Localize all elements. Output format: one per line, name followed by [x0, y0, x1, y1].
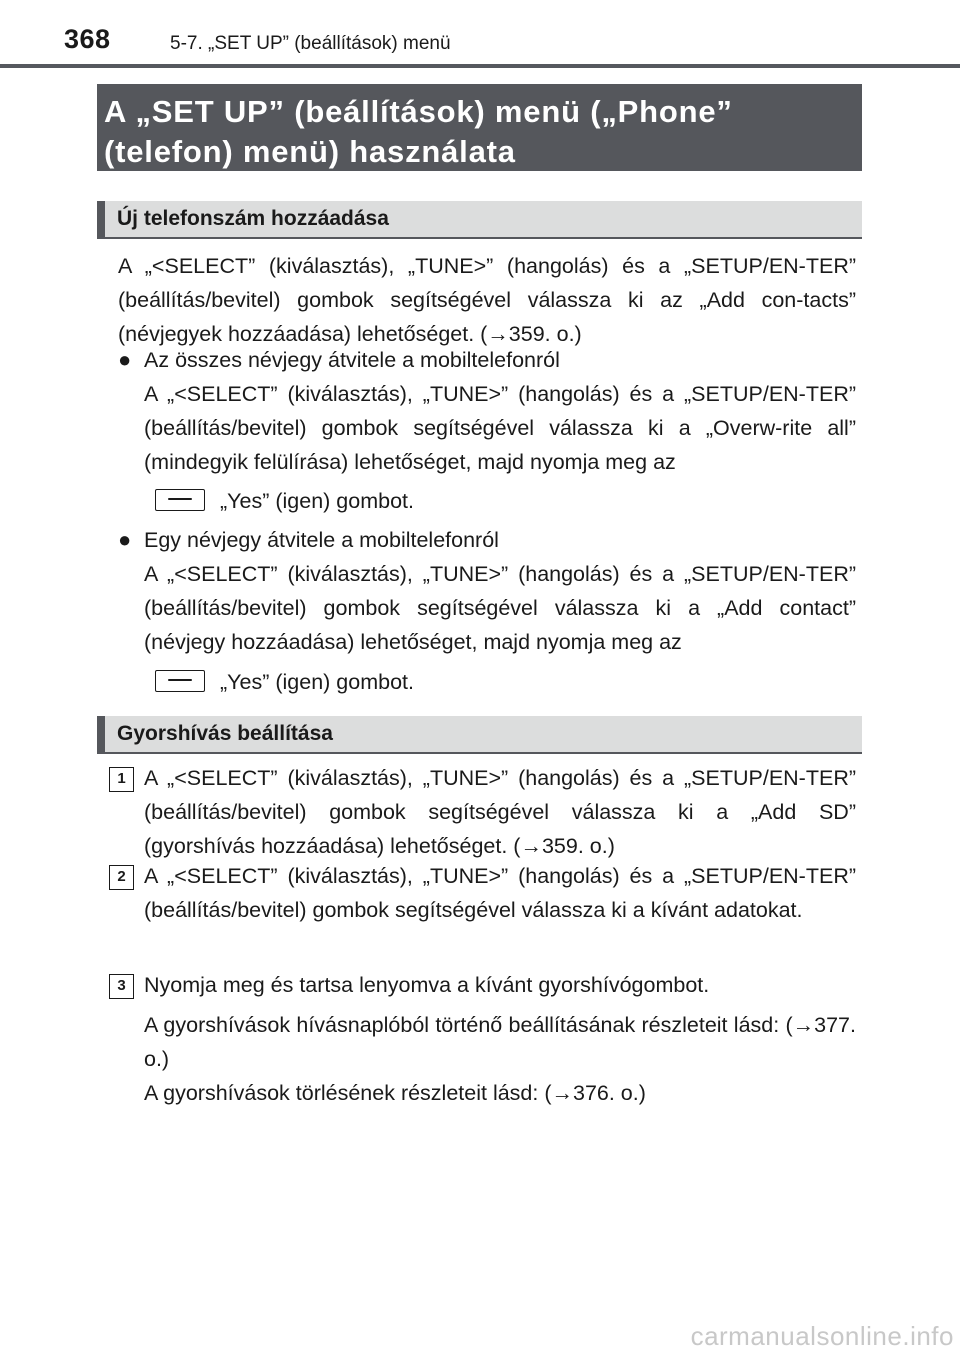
section-heading-new-number — [97, 201, 862, 239]
step-number-3: 3 — [109, 974, 134, 999]
bullet-icon: ● — [118, 347, 132, 372]
yes-button-icon — [155, 489, 205, 511]
page-title-line-2: (telefon) menü) használata — [104, 134, 516, 169]
section-heading-text: Új telefonszám hozzáadása — [117, 207, 389, 230]
step-2-text: A „<SELECT” (kiválasztás), „TUNE>” (hangolás) és a „SETUP/EN-TER” (beállítás/bevitel) gombok segítségével válassza ki a kívánt adatokat. — [144, 864, 856, 922]
bullet-body-one-contact: A „<SELECT” (kiválasztás), „TUNE>” (hangolás) és a „SETUP/EN-TER” (beállítás/bevitel) gombok segítségével válassza ki a „Add contact” (névjegy hozzáadása) lehetőséget, majd nyomja meg az — [144, 562, 856, 654]
section-heading-text: Gyorshívás beállítása — [117, 722, 333, 745]
step-number-2: 2 — [109, 865, 134, 890]
bullet-title-one-contact: Egy névjegy átvitele a mobiltelefonról — [144, 528, 499, 552]
bullet-icon: ● — [118, 527, 132, 552]
breadcrumb: 5-7. „SET UP” (beállítások) menü — [170, 33, 451, 54]
step-3-text: Nyomja meg és tartsa lenyomva a kívánt gyorshívógombot. — [144, 973, 710, 997]
step-3-note-1: A gyorshívások hívásnaplóból történő beállításának részleteit lásd: (→377. o.) — [144, 1013, 856, 1071]
bullet-tail-all-contacts: „Yes” (igen) gombot. — [220, 489, 414, 513]
step-3-note-2: A gyorshívások törlésének részleteit lásd: (→376. o.) — [144, 1081, 646, 1105]
bullet-body-all-contacts: A „<SELECT” (kiválasztás), „TUNE>” (hangolás) és a „SETUP/EN-TER” (beállítás/bevitel) gombok segítségével válassza ki a „Overw-rite all” (mindegyik felülírása) lehetőséget, majd nyomja meg az — [144, 382, 856, 474]
page-title — [97, 84, 862, 171]
section1-intro: A „<SELECT” (kiválasztás), „TUNE>” (hangolás) és a „SETUP/EN-TER” (beállítás/bevitel) gombok segítségével válassza ki az „Add con-tacts” (névjegyek hozzáadása) lehetőséget. (→359. o.) — [118, 254, 856, 346]
yes-button-icon — [155, 670, 205, 692]
bullet-title-all-contacts: Az összes névjegy átvitele a mobiltelefonról — [144, 348, 560, 372]
page-title-line-1: A „SET UP” (beállítások) menü („Phone” — [104, 94, 733, 129]
bullet-tail-one-contact: „Yes” (igen) gombot. — [220, 670, 414, 694]
header-divider — [0, 64, 960, 68]
step-1-text: A „<SELECT” (kiválasztás), „TUNE>” (hangolás) és a „SETUP/EN-TER” (beállítás/bevitel) gombok segítségével válassza ki a „Add SD” (gyorshívás hozzáadása) lehetőséget. (→359. o.) — [144, 766, 856, 858]
step-number-1: 1 — [109, 767, 134, 792]
section-heading-speed-dial — [97, 716, 862, 754]
watermark: carmanualsonline.info — [690, 1321, 954, 1351]
page-number: 368 — [64, 24, 111, 54]
page-header — [0, 0, 960, 70]
